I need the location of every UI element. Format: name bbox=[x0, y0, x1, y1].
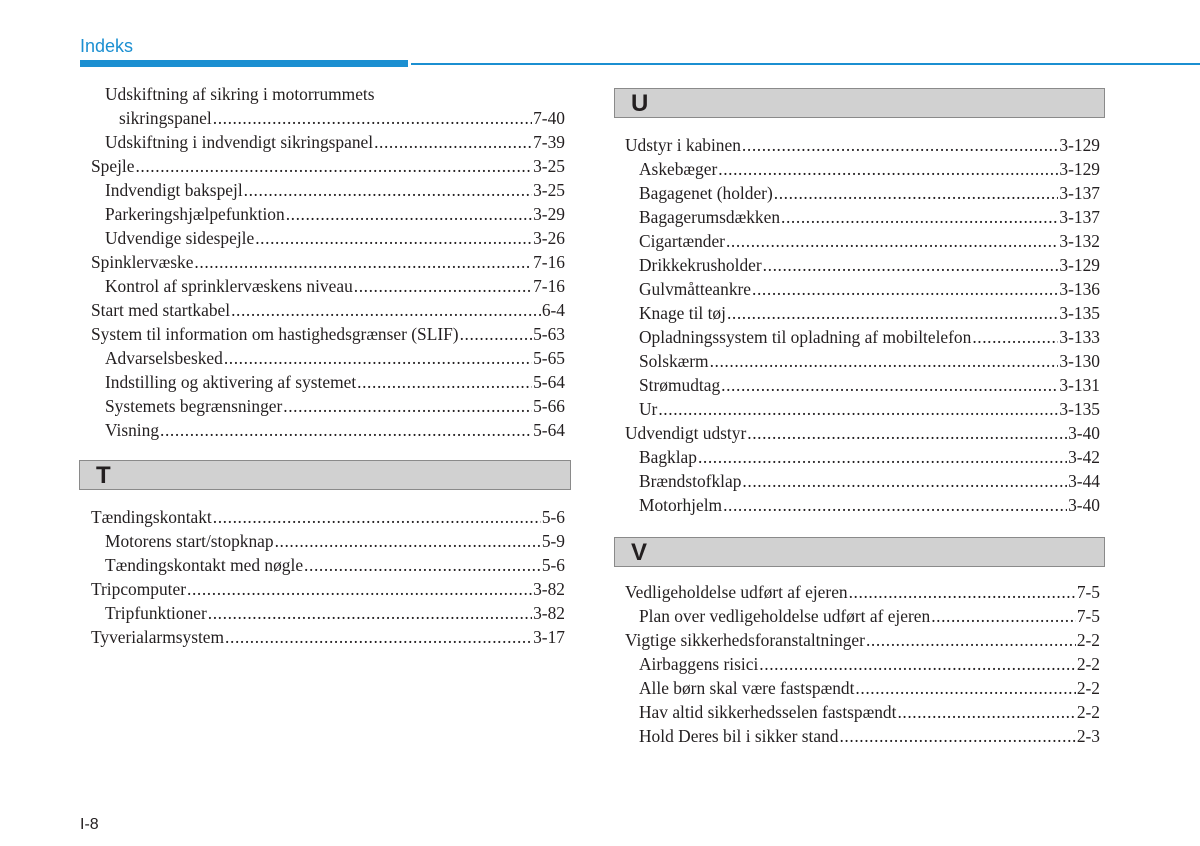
index-entry-label: Advarselsbesked bbox=[105, 348, 223, 368]
index-entry-label: Tyverialarmsystem bbox=[91, 627, 225, 647]
index-entry-leader bbox=[747, 421, 1067, 445]
index-entry bbox=[625, 277, 1100, 301]
index-entry-page: 3-25 bbox=[533, 156, 565, 176]
index-entry-page: 5-64 bbox=[533, 420, 565, 440]
index-entry-page: 7-39 bbox=[533, 132, 565, 152]
index-entry-page: 3-26 bbox=[533, 228, 565, 248]
index-entry-leader bbox=[225, 625, 532, 649]
index-entry-page: 2-2 bbox=[1076, 702, 1100, 722]
index-entry-label: Systemets begrænsninger bbox=[105, 396, 283, 416]
index-entry bbox=[91, 106, 565, 130]
index-entry-page: 3-132 bbox=[1059, 231, 1100, 251]
index-entry bbox=[91, 154, 565, 178]
index-entry-label: Strømudtag bbox=[639, 375, 721, 395]
index-entry-label: sikringspanel bbox=[119, 108, 212, 128]
index-entry-label: Tændingskontakt med nøgle bbox=[105, 555, 304, 575]
index-entry-leader bbox=[357, 370, 532, 394]
index-entry-leader bbox=[658, 397, 1058, 421]
index-entry-label: Indstilling og aktivering af systemet bbox=[105, 372, 357, 392]
index-entry bbox=[625, 157, 1100, 181]
page-number: I-8 bbox=[80, 816, 99, 833]
index-entry-page: 3-25 bbox=[533, 180, 565, 200]
index-entry-leader bbox=[742, 469, 1067, 493]
index-entry-leader bbox=[721, 373, 1058, 397]
index-entry-leader bbox=[710, 349, 1059, 373]
index-entry-leader bbox=[160, 418, 532, 442]
index-entry-page: 3-135 bbox=[1059, 303, 1100, 323]
index-entry-label: Plan over vedligeholdelse udført af ejeren bbox=[639, 606, 931, 626]
index-entry-label: Airbaggens risici bbox=[639, 654, 759, 674]
index-entry-page: 3-130 bbox=[1059, 351, 1100, 371]
index-entry bbox=[91, 529, 565, 553]
index-entry-label: Gulvmåtteankre bbox=[639, 279, 752, 299]
index-entry-page: 3-42 bbox=[1068, 447, 1100, 467]
index-entry bbox=[625, 349, 1100, 373]
index-entry-label: Tændingskontakt bbox=[91, 507, 212, 527]
index-entry bbox=[91, 394, 565, 418]
index-entry-label: Indvendigt bakspejl bbox=[105, 180, 243, 200]
index-entry-label: System til information om hastighedsgrænser (SLIF) bbox=[91, 324, 459, 344]
section-header-u bbox=[614, 88, 1105, 118]
index-entry-page: 3-137 bbox=[1059, 183, 1100, 203]
index-list-t bbox=[91, 505, 565, 649]
index-entry-label: Alle børn skal være fastspændt bbox=[639, 678, 855, 698]
index-entry-leader bbox=[752, 277, 1058, 301]
index-entry-leader bbox=[759, 652, 1076, 676]
index-entry-leader bbox=[275, 529, 541, 553]
index-entry-leader bbox=[972, 325, 1058, 349]
index-entry-page: 5-6 bbox=[541, 555, 565, 575]
index-entry bbox=[625, 133, 1100, 157]
index-entry-leader bbox=[354, 274, 532, 298]
index-entry-leader bbox=[194, 250, 532, 274]
index-entry-page: 3-136 bbox=[1059, 279, 1100, 299]
index-entry-label: Parkeringshjælpefunktion bbox=[105, 204, 285, 224]
index-entry-leader bbox=[698, 445, 1067, 469]
index-entry-leader bbox=[866, 628, 1076, 652]
index-entry-leader bbox=[774, 181, 1059, 205]
index-entry-label: Spejle bbox=[91, 156, 135, 176]
index-entry bbox=[625, 421, 1100, 445]
index-entry-page: 7-5 bbox=[1076, 582, 1100, 602]
section-letter-v: V bbox=[631, 539, 648, 566]
index-entry-page: 3-82 bbox=[533, 579, 565, 599]
index-entry-leader bbox=[213, 505, 541, 529]
index-entry-page: 7-40 bbox=[533, 108, 565, 128]
index-entry-page: 3-129 bbox=[1059, 255, 1100, 275]
index-entry-label: Cigartænder bbox=[639, 231, 725, 251]
index-entry bbox=[625, 325, 1100, 349]
index-entry-label: Bagagerumsdækken bbox=[639, 207, 781, 227]
index-entry-page: 5-66 bbox=[533, 396, 565, 416]
index-entry bbox=[91, 130, 565, 154]
index-entry-leader bbox=[460, 322, 533, 346]
index-entry-label: Ur bbox=[639, 399, 658, 419]
page-header-title: Indeks bbox=[80, 36, 134, 56]
index-entry-page: 3-131 bbox=[1059, 375, 1100, 395]
index-entry bbox=[91, 250, 565, 274]
index-entry-leader bbox=[255, 226, 532, 250]
index-entry bbox=[91, 82, 565, 106]
index-entry bbox=[625, 181, 1100, 205]
index-entry-page: 3-82 bbox=[533, 603, 565, 623]
index-entry bbox=[625, 397, 1100, 421]
index-entry bbox=[625, 253, 1100, 277]
index-entry-page: 5-63 bbox=[533, 324, 565, 344]
section-letter-u: U bbox=[631, 90, 649, 117]
index-entry-page: 5-6 bbox=[541, 507, 565, 527]
index-entry bbox=[625, 445, 1100, 469]
index-entry bbox=[625, 604, 1100, 628]
index-entry-page: 2-2 bbox=[1076, 630, 1100, 650]
index-entry-leader bbox=[304, 553, 541, 577]
index-entry bbox=[625, 724, 1100, 748]
section-letter-t: T bbox=[96, 462, 111, 489]
index-entry-label: Udskiftning af sikring i motorrummets bbox=[105, 84, 375, 104]
index-entry-page: 5-64 bbox=[533, 372, 565, 392]
index-entry-page: 2-2 bbox=[1076, 678, 1100, 698]
index-entry-label: Drikkekrusholder bbox=[639, 255, 762, 275]
index-entry-leader bbox=[931, 604, 1076, 628]
index-entry bbox=[91, 553, 565, 577]
index-entry bbox=[91, 418, 565, 442]
index-entry-leader bbox=[763, 253, 1059, 277]
index-entry bbox=[91, 322, 565, 346]
index-entry-leader bbox=[897, 700, 1075, 724]
index-entry-leader bbox=[742, 133, 1059, 157]
index-entry-page: 6-4 bbox=[541, 300, 565, 320]
index-entry bbox=[625, 469, 1100, 493]
index-entry-label: Udvendigt udstyr bbox=[625, 423, 747, 443]
index-entry bbox=[91, 226, 565, 250]
index-entry-label: Opladningssystem til opladning af mobiltelefon bbox=[639, 327, 972, 347]
index-entry bbox=[91, 178, 565, 202]
index-entry-label: Solskærm bbox=[639, 351, 709, 371]
index-entry-page: 3-133 bbox=[1059, 327, 1100, 347]
index-entry-page: 3-17 bbox=[533, 627, 565, 647]
index-entry-leader bbox=[855, 676, 1075, 700]
index-entry-page: 2-2 bbox=[1076, 654, 1100, 674]
index-entry bbox=[91, 625, 565, 649]
section-header-t bbox=[79, 460, 571, 490]
index-entry bbox=[91, 202, 565, 226]
index-entry bbox=[625, 373, 1100, 397]
index-entry-leader bbox=[723, 493, 1067, 517]
section-header-v bbox=[614, 537, 1105, 567]
index-entry bbox=[625, 229, 1100, 253]
index-entry-leader bbox=[726, 229, 1058, 253]
index-entry-page: 3-135 bbox=[1059, 399, 1100, 419]
index-entry-page: 5-65 bbox=[533, 348, 565, 368]
index-entry-page: 3-29 bbox=[533, 204, 565, 224]
index-entry-label: Udskiftning i indvendigt sikringspanel bbox=[105, 132, 374, 152]
index-entry-page: 3-40 bbox=[1068, 423, 1100, 443]
index-entry bbox=[625, 652, 1100, 676]
index-entry bbox=[625, 580, 1100, 604]
index-entry-leader bbox=[849, 580, 1076, 604]
index-entry-label: Start med startkabel bbox=[91, 300, 231, 320]
index-entry-leader bbox=[244, 178, 532, 202]
index-entry bbox=[91, 505, 565, 529]
index-entry-label: Kontrol af sprinklervæskens niveau bbox=[105, 276, 353, 296]
index-entry bbox=[625, 700, 1100, 724]
index-entry bbox=[91, 370, 565, 394]
index-entry-label: Askebæger bbox=[639, 159, 718, 179]
index-entry-leader bbox=[839, 724, 1075, 748]
index-entry-label: Vedligeholdelse udført af ejeren bbox=[625, 582, 848, 602]
index-entry-label: Bagagenet (holder) bbox=[639, 183, 773, 203]
index-entry bbox=[625, 301, 1100, 325]
index-entry-label: Hold Deres bil i sikker stand bbox=[639, 726, 839, 746]
index-list-v bbox=[625, 580, 1100, 748]
index-entry-page: 7-5 bbox=[1076, 606, 1100, 626]
index-entry bbox=[91, 346, 565, 370]
index-entry-leader bbox=[213, 106, 532, 130]
index-entry-label: Tripfunktioner bbox=[105, 603, 207, 623]
index-entry-page: 7-16 bbox=[533, 276, 565, 296]
index-entry bbox=[625, 493, 1100, 517]
index-list-continued bbox=[91, 82, 565, 442]
index-entry-leader bbox=[224, 346, 532, 370]
index-entry-leader bbox=[781, 205, 1058, 229]
index-list-u bbox=[625, 133, 1100, 517]
index-entry-label: Tripcomputer bbox=[91, 579, 187, 599]
index-entry-leader bbox=[286, 202, 532, 226]
index-entry bbox=[625, 628, 1100, 652]
index-entry-label: Udvendige sidespejle bbox=[105, 228, 255, 248]
index-entry-leader bbox=[135, 154, 532, 178]
index-entry-leader bbox=[727, 301, 1058, 325]
index-entry-label: Brændstofklap bbox=[639, 471, 742, 491]
index-entry-label: Vigtige sikkerhedsforanstaltninger bbox=[625, 630, 865, 650]
index-entry-page: 7-16 bbox=[533, 252, 565, 272]
index-entry-label: Bagklap bbox=[639, 447, 697, 467]
index-column-left bbox=[91, 0, 565, 846]
index-entry-leader bbox=[187, 577, 532, 601]
index-entry-label: Visning bbox=[105, 420, 160, 440]
index-entry-leader bbox=[374, 130, 532, 154]
index-entry-leader bbox=[283, 394, 532, 418]
index-entry-page: 2-3 bbox=[1076, 726, 1100, 746]
index-entry-label: Motorens start/stopknap bbox=[105, 531, 274, 551]
index-entry-page: 3-137 bbox=[1059, 207, 1100, 227]
index-entry-label: Knage til tøj bbox=[639, 303, 726, 323]
index-entry bbox=[625, 676, 1100, 700]
index-entry-label: Udstyr i kabinen bbox=[625, 135, 741, 155]
index-entry-leader bbox=[231, 298, 541, 322]
index-entry-page: 3-40 bbox=[1068, 495, 1100, 515]
index-entry-label: Spinklervæske bbox=[91, 252, 194, 272]
index-entry bbox=[91, 601, 565, 625]
index-entry bbox=[91, 577, 565, 601]
index-entry-page: 3-129 bbox=[1059, 135, 1100, 155]
index-entry-leader bbox=[208, 601, 532, 625]
index-entry bbox=[625, 205, 1100, 229]
index-entry-page: 3-129 bbox=[1059, 159, 1100, 179]
index-entry-label: Hav altid sikkerhedsselen fastspændt bbox=[639, 702, 897, 722]
index-column-right bbox=[625, 0, 1100, 846]
index-entry bbox=[91, 298, 565, 322]
index-entry-page: 5-9 bbox=[541, 531, 565, 551]
index-entry-page: 3-44 bbox=[1068, 471, 1100, 491]
index-entry bbox=[91, 274, 565, 298]
index-entry-label: Motorhjelm bbox=[639, 495, 723, 515]
index-entry-leader bbox=[718, 157, 1058, 181]
